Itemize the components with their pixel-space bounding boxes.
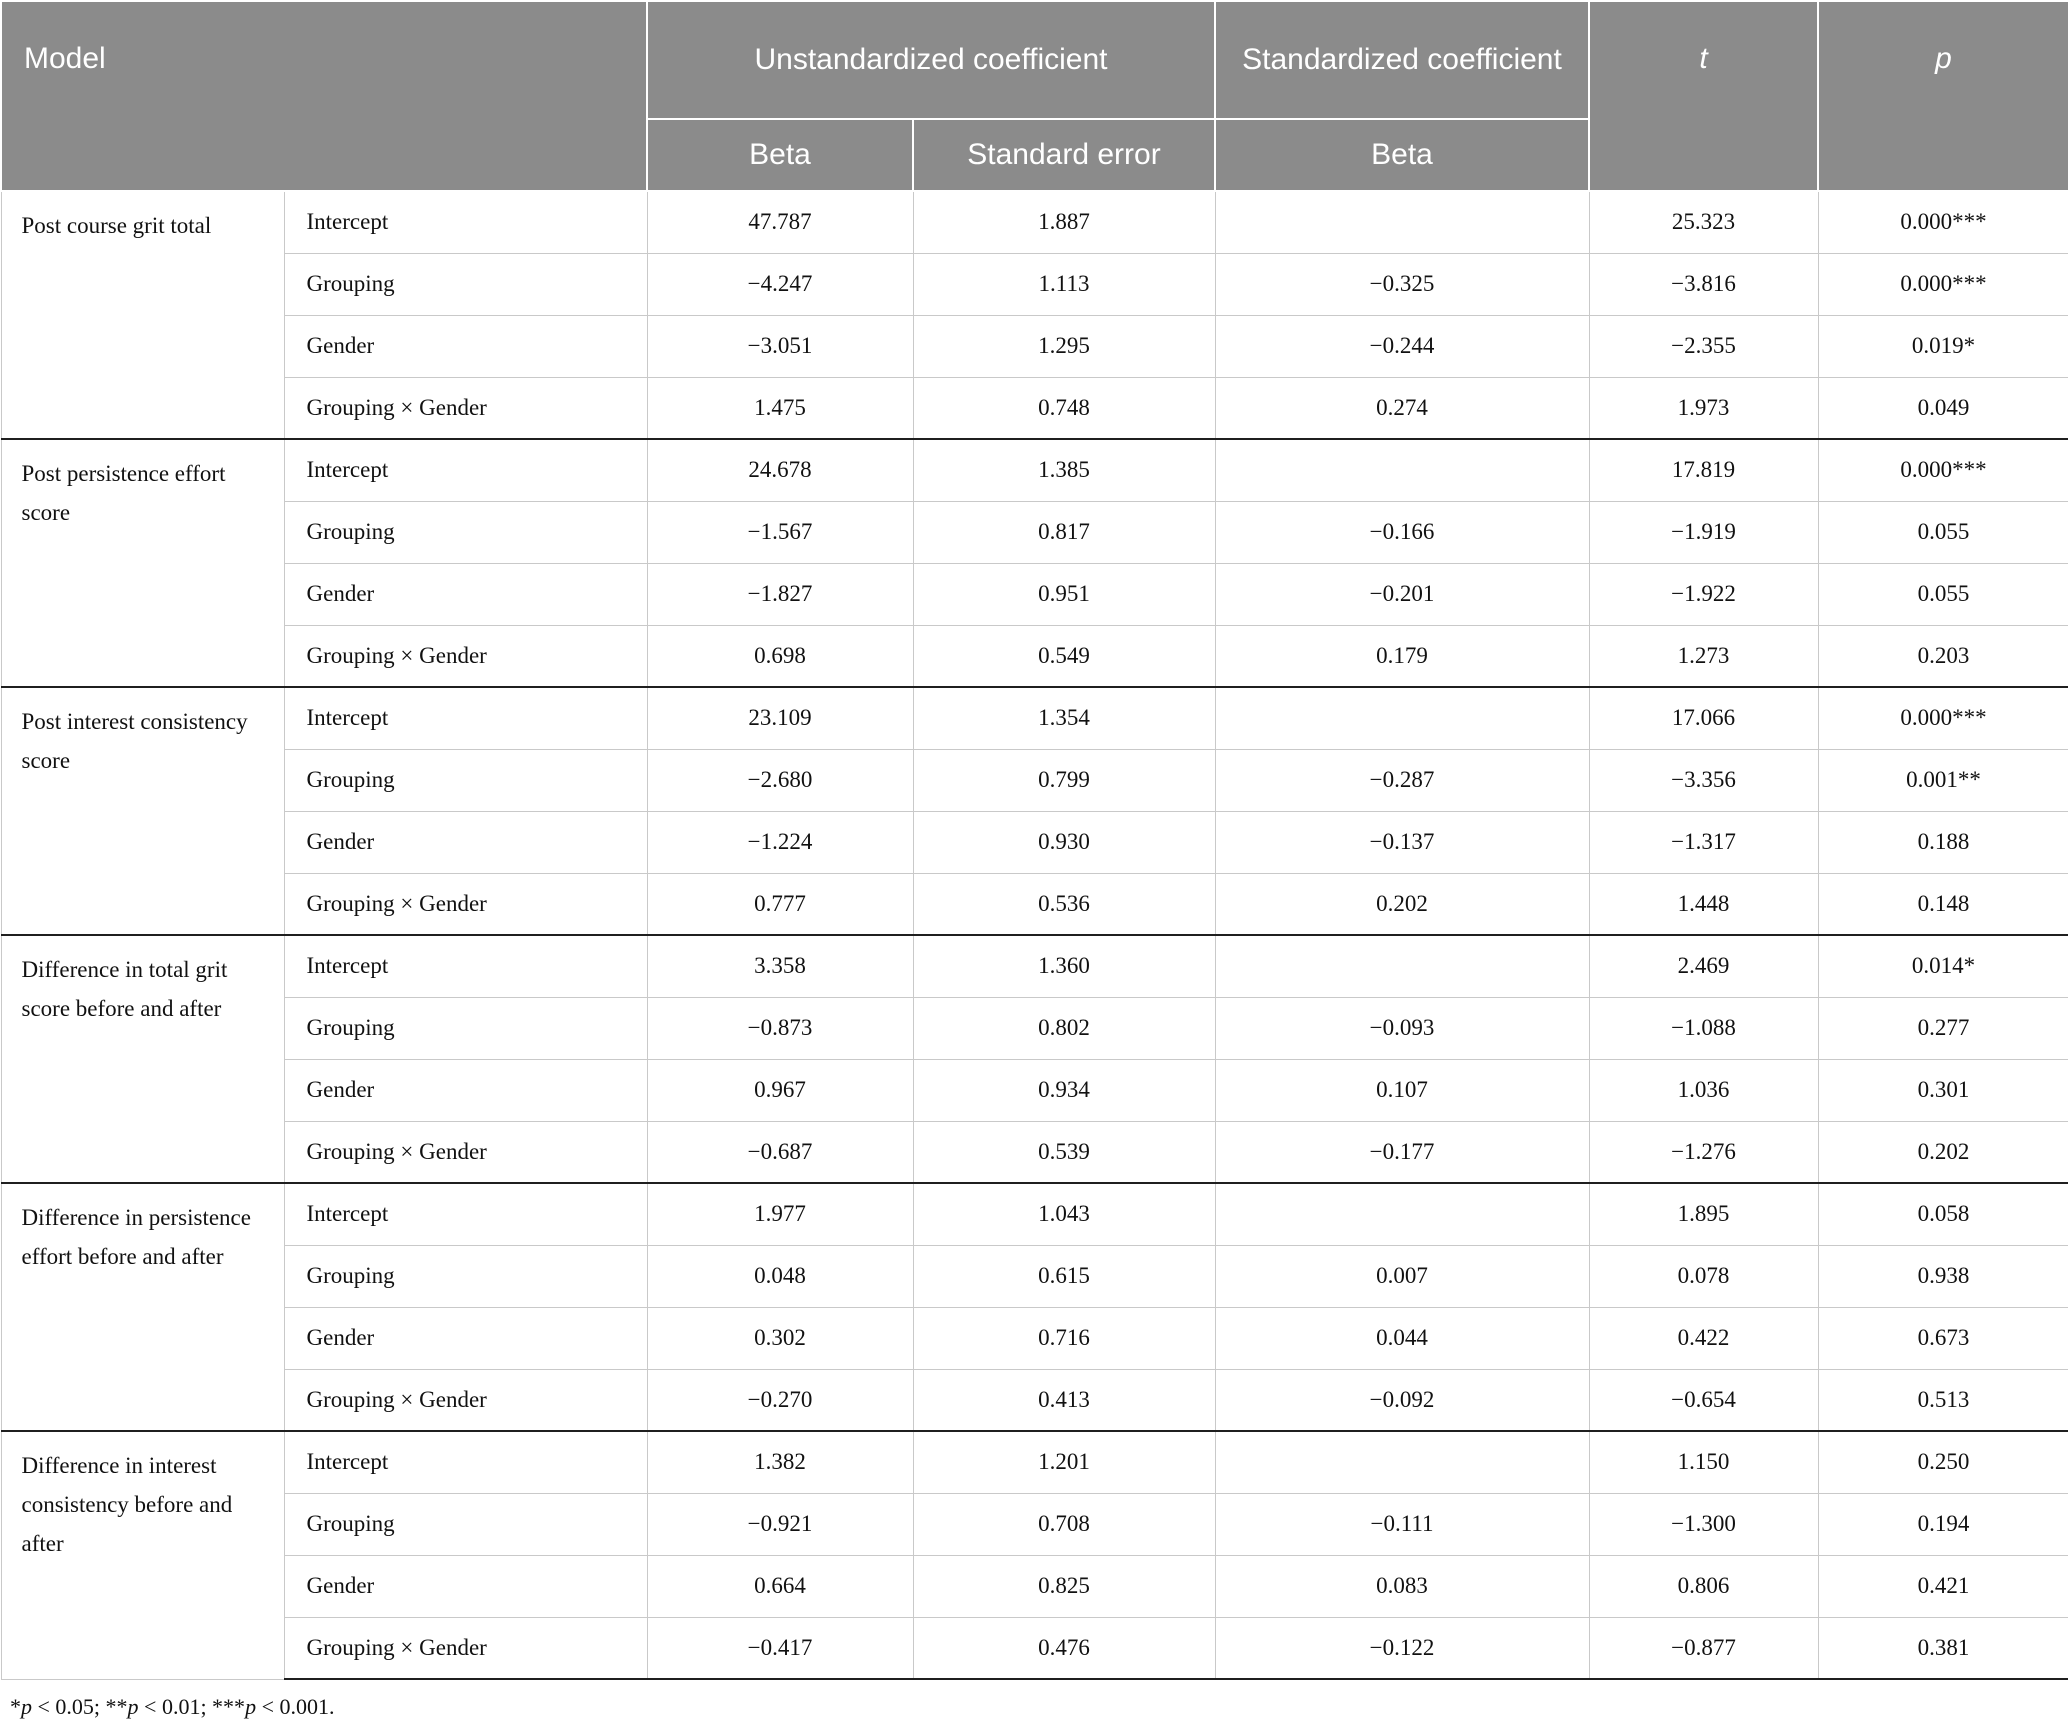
table-row (1, 1431, 2068, 1493)
cell-beta: −0.921 (647, 1493, 913, 1555)
table-row (1, 1555, 2068, 1617)
cell-t: −1.300 (1589, 1493, 1818, 1555)
cell-std_beta (1215, 687, 1589, 749)
cell-p: 0.001** (1818, 749, 2068, 811)
cell-se: 0.716 (913, 1307, 1215, 1369)
cell-predictor: Grouping (284, 501, 647, 563)
cell-beta: −0.873 (647, 997, 913, 1059)
cell-p: 0.202 (1818, 1121, 2068, 1183)
table-row (1, 997, 2068, 1059)
cell-predictor: Intercept (284, 1183, 647, 1245)
cell-p: 0.277 (1818, 997, 2068, 1059)
cell-t: 1.150 (1589, 1431, 1818, 1493)
cell-se: 1.887 (913, 191, 1215, 253)
cell-p: 0.055 (1818, 501, 2068, 563)
cell-t: −1.317 (1589, 811, 1818, 873)
cell-beta: 23.109 (647, 687, 913, 749)
cell-se: 0.934 (913, 1059, 1215, 1121)
cell-beta: 0.664 (647, 1555, 913, 1617)
footnote-p-symbol: p (245, 1694, 257, 1719)
cell-beta: −0.270 (647, 1369, 913, 1431)
cell-p: 0.049 (1818, 377, 2068, 439)
cell-std_beta (1215, 191, 1589, 253)
cell-predictor: Grouping × Gender (284, 1121, 647, 1183)
cell-beta: 24.678 (647, 439, 913, 501)
cell-se: 1.354 (913, 687, 1215, 749)
cell-std_beta: 0.179 (1215, 625, 1589, 687)
cell-p: 0.421 (1818, 1555, 2068, 1617)
table-row (1, 501, 2068, 563)
table-row (1, 1121, 2068, 1183)
cell-t: 1.895 (1589, 1183, 1818, 1245)
cell-p: 0.000*** (1818, 687, 2068, 749)
footnote-text: < 0.01; *** (138, 1694, 246, 1719)
cell-beta: 0.777 (647, 873, 913, 935)
cell-predictor: Grouping × Gender (284, 873, 647, 935)
cell-predictor: Intercept (284, 687, 647, 749)
cell-std_beta: 0.274 (1215, 377, 1589, 439)
cell-beta: 0.048 (647, 1245, 913, 1307)
cell-p: 0.188 (1818, 811, 2068, 873)
cell-se: 0.799 (913, 749, 1215, 811)
header-standardized-coefficient: Standardized coefficient (1215, 1, 1589, 119)
cell-predictor: Grouping × Gender (284, 1617, 647, 1679)
cell-beta: −4.247 (647, 253, 913, 315)
cell-predictor: Gender (284, 1307, 647, 1369)
cell-se: 1.360 (913, 935, 1215, 997)
cell-se: 0.708 (913, 1493, 1215, 1555)
cell-se: 0.539 (913, 1121, 1215, 1183)
cell-t: 2.469 (1589, 935, 1818, 997)
table-row (1, 1493, 2068, 1555)
cell-se: 1.295 (913, 315, 1215, 377)
cell-p: 0.513 (1818, 1369, 2068, 1431)
cell-t: 17.819 (1589, 439, 1818, 501)
table-row (1, 1059, 2068, 1121)
cell-se: 0.476 (913, 1617, 1215, 1679)
cell-predictor: Grouping × Gender (284, 1369, 647, 1431)
cell-std_beta: −0.287 (1215, 749, 1589, 811)
cell-t: 25.323 (1589, 191, 1818, 253)
cell-predictor: Intercept (284, 935, 647, 997)
cell-beta: 1.475 (647, 377, 913, 439)
cell-predictor: Grouping (284, 253, 647, 315)
cell-beta: −1.224 (647, 811, 913, 873)
cell-std_beta: −0.166 (1215, 501, 1589, 563)
cell-se: 0.817 (913, 501, 1215, 563)
table-row (1, 191, 2068, 253)
cell-p: 0.000*** (1818, 253, 2068, 315)
table-header (1, 1, 2068, 191)
cell-p: 0.194 (1818, 1493, 2068, 1555)
footnote-text: * (10, 1694, 21, 1719)
cell-predictor: Grouping (284, 997, 647, 1059)
cell-p: 0.058 (1818, 1183, 2068, 1245)
cell-std_beta: −0.177 (1215, 1121, 1589, 1183)
cell-beta: 1.977 (647, 1183, 913, 1245)
table-row (1, 749, 2068, 811)
cell-t: 1.036 (1589, 1059, 1818, 1121)
table-body (1, 191, 2068, 1679)
cell-predictor: Intercept (284, 439, 647, 501)
header-model: Model (1, 1, 647, 191)
cell-t: −1.919 (1589, 501, 1818, 563)
cell-beta: 0.302 (647, 1307, 913, 1369)
cell-se: 1.113 (913, 253, 1215, 315)
cell-beta: −2.680 (647, 749, 913, 811)
table-row (1, 315, 2068, 377)
cell-se: 0.951 (913, 563, 1215, 625)
cell-predictor: Grouping × Gender (284, 377, 647, 439)
cell-se: 0.549 (913, 625, 1215, 687)
cell-t: −0.877 (1589, 1617, 1818, 1679)
cell-t: −2.355 (1589, 315, 1818, 377)
header-t: t (1589, 1, 1818, 191)
table-row (1, 439, 2068, 501)
cell-predictor: Gender (284, 1059, 647, 1121)
cell-t: 1.273 (1589, 625, 1818, 687)
table-row (1, 1245, 2068, 1307)
footnote-text: < 0.05; ** (32, 1694, 128, 1719)
cell-std_beta: −0.122 (1215, 1617, 1589, 1679)
table-row (1, 1183, 2068, 1245)
table-row (1, 1617, 2068, 1679)
cell-beta: 0.698 (647, 625, 913, 687)
table-row (1, 1307, 2068, 1369)
footnote (0, 1680, 2068, 1720)
header-standardized-beta: Beta (1215, 119, 1589, 191)
cell-se: 0.802 (913, 997, 1215, 1059)
cell-std_beta (1215, 935, 1589, 997)
cell-std_beta: −0.092 (1215, 1369, 1589, 1431)
cell-p: 0.673 (1818, 1307, 2068, 1369)
cell-p: 0.250 (1818, 1431, 2068, 1493)
cell-se: 0.930 (913, 811, 1215, 873)
cell-predictor: Gender (284, 811, 647, 873)
cell-t: 17.066 (1589, 687, 1818, 749)
cell-p: 0.000*** (1818, 191, 2068, 253)
cell-predictor: Grouping × Gender (284, 625, 647, 687)
cell-predictor: Gender (284, 563, 647, 625)
cell-predictor: Intercept (284, 1431, 647, 1493)
cell-p: 0.000*** (1818, 439, 2068, 501)
cell-std_beta (1215, 1431, 1589, 1493)
cell-std_beta: 0.044 (1215, 1307, 1589, 1369)
cell-t: −0.654 (1589, 1369, 1818, 1431)
cell-beta: 0.967 (647, 1059, 913, 1121)
cell-beta: 1.382 (647, 1431, 913, 1493)
cell-std_beta (1215, 439, 1589, 501)
cell-se: 0.413 (913, 1369, 1215, 1431)
table-row (1, 253, 2068, 315)
cell-std_beta: 0.107 (1215, 1059, 1589, 1121)
cell-t: 1.448 (1589, 873, 1818, 935)
table-row (1, 687, 2068, 749)
cell-predictor: Grouping (284, 1493, 647, 1555)
cell-se: 1.043 (913, 1183, 1215, 1245)
cell-p: 0.148 (1818, 873, 2068, 935)
cell-std_beta: 0.083 (1215, 1555, 1589, 1617)
cell-beta: −0.417 (647, 1617, 913, 1679)
cell-beta: 47.787 (647, 191, 913, 253)
cell-beta: −0.687 (647, 1121, 913, 1183)
cell-t: 0.422 (1589, 1307, 1818, 1369)
cell-std_beta: −0.093 (1215, 997, 1589, 1059)
cell-t: 1.973 (1589, 377, 1818, 439)
cell-se: 1.201 (913, 1431, 1215, 1493)
cell-std_beta: −0.244 (1215, 315, 1589, 377)
table-row (1, 625, 2068, 687)
table-row (1, 811, 2068, 873)
cell-t: −3.816 (1589, 253, 1818, 315)
cell-p: 0.938 (1818, 1245, 2068, 1307)
header-beta: Beta (647, 119, 913, 191)
model-label: Difference in total grit score before and after (1, 935, 284, 1183)
cell-se: 0.536 (913, 873, 1215, 935)
cell-p: 0.301 (1818, 1059, 2068, 1121)
header-p: p (1818, 1, 2068, 191)
footnote-text: < 0.001. (256, 1694, 335, 1719)
cell-beta: 3.358 (647, 935, 913, 997)
cell-std_beta: −0.325 (1215, 253, 1589, 315)
footnote-p-symbol: p (127, 1694, 139, 1719)
table-row (1, 873, 2068, 935)
table-row (1, 935, 2068, 997)
model-label: Difference in interest consistency before and after (1, 1431, 284, 1679)
cell-p: 0.055 (1818, 563, 2068, 625)
table-row (1, 1369, 2068, 1431)
cell-t: −1.922 (1589, 563, 1818, 625)
cell-std_beta: −0.137 (1215, 811, 1589, 873)
cell-std_beta: −0.111 (1215, 1493, 1589, 1555)
cell-predictor: Gender (284, 315, 647, 377)
model-label: Post course grit total (1, 191, 284, 439)
header-standard-error: Standard error (913, 119, 1215, 191)
table-row (1, 563, 2068, 625)
header-unstandardized-coefficient: Unstandardized coefficient (647, 1, 1215, 119)
cell-t: −3.356 (1589, 749, 1818, 811)
model-label: Difference in persistence effort before and after (1, 1183, 284, 1431)
model-label: Post persistence effort score (1, 439, 284, 687)
cell-predictor: Intercept (284, 191, 647, 253)
cell-std_beta (1215, 1183, 1589, 1245)
cell-std_beta: −0.201 (1215, 563, 1589, 625)
cell-predictor: Grouping (284, 1245, 647, 1307)
cell-beta: −3.051 (647, 315, 913, 377)
table-row (1, 377, 2068, 439)
cell-se: 0.748 (913, 377, 1215, 439)
cell-p: 0.381 (1818, 1617, 2068, 1679)
model-label: Post interest consistency score (1, 687, 284, 935)
cell-std_beta: 0.007 (1215, 1245, 1589, 1307)
cell-t: 0.078 (1589, 1245, 1818, 1307)
cell-se: 0.825 (913, 1555, 1215, 1617)
footnote-p-symbol: p (21, 1694, 32, 1719)
cell-p: 0.014* (1818, 935, 2068, 997)
cell-t: −1.276 (1589, 1121, 1818, 1183)
cell-se: 1.385 (913, 439, 1215, 501)
cell-t: 0.806 (1589, 1555, 1818, 1617)
cell-se: 0.615 (913, 1245, 1215, 1307)
cell-predictor: Grouping (284, 749, 647, 811)
cell-beta: −1.827 (647, 563, 913, 625)
cell-t: −1.088 (1589, 997, 1818, 1059)
cell-std_beta: 0.202 (1215, 873, 1589, 935)
cell-p: 0.019* (1818, 315, 2068, 377)
cell-beta: −1.567 (647, 501, 913, 563)
cell-p: 0.203 (1818, 625, 2068, 687)
cell-predictor: Gender (284, 1555, 647, 1617)
